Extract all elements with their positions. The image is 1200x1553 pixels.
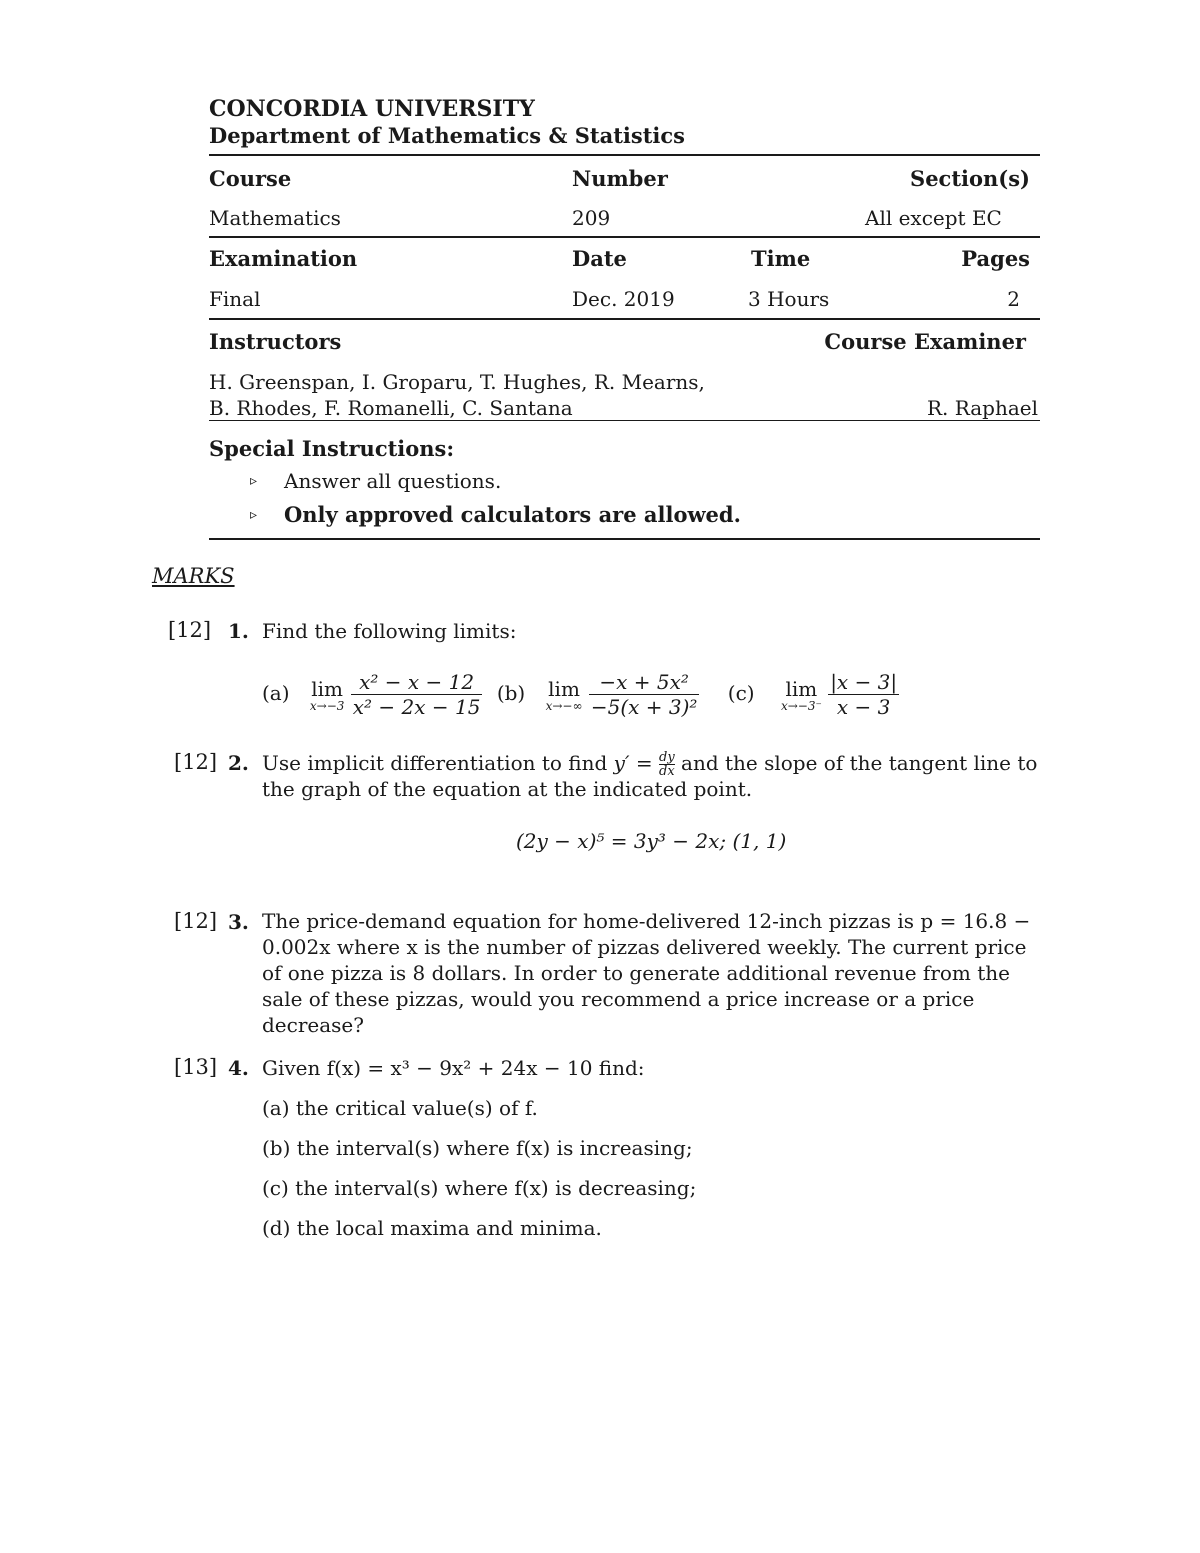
fraction-denominator: −5(x + 3)² (590, 695, 698, 719)
instructors-line-1: H. Greenspan, I. Groparu, T. Hughes, R. Mearns, (209, 370, 705, 394)
lim-text: lim (311, 676, 344, 701)
part-c-fraction (828, 670, 899, 719)
number-value: 209 (572, 206, 611, 230)
sections-value: All except EC (865, 206, 1002, 230)
instructions-rule (209, 538, 1040, 540)
time-label: Time (751, 246, 811, 271)
instruction-item-2: Only approved calculators are allowed. (284, 502, 741, 527)
fraction-denominator: x − 3 (836, 695, 891, 719)
question-4-text: Given f(x) = x³ − 9x² + 24x − 10 find: (262, 1056, 645, 1080)
dy-dx-fraction (659, 751, 675, 778)
bullet-icon: ▹ (250, 473, 258, 489)
question-2-text-after: and the slope of the tangent line to (681, 751, 1038, 775)
fraction-denominator: x² − 2x − 15 (352, 695, 481, 719)
lim-subscript: x→−3 (309, 698, 345, 713)
fraction-numerator: −x + 5x² (589, 670, 700, 695)
examination-label: Examination (209, 246, 358, 271)
examiner-label: Course Examiner (824, 329, 1026, 354)
pages-value: 2 (1007, 287, 1020, 311)
lim-subscript: x→−∞ (545, 698, 583, 713)
part-a-lim (310, 678, 345, 712)
question-2-number: 2. (228, 751, 249, 775)
special-instructions-title: Special Instructions: (209, 436, 455, 461)
number-label: Number (572, 166, 668, 191)
part-a-fraction (351, 670, 483, 719)
question-4-item-a: (a) the critical value(s) of f. (262, 1096, 538, 1120)
dx: dx (659, 764, 675, 779)
table-rule-1 (209, 236, 1040, 238)
question-1-marks: [12] (168, 618, 212, 642)
question-1-number: 1. (228, 619, 249, 643)
question-2-line-2: the graph of the equation at the indicated point. (262, 777, 753, 801)
course-label: Course (209, 166, 292, 191)
bullet-icon: ▹ (250, 507, 258, 523)
department-name: Department of Mathematics & Statistics (209, 123, 685, 148)
header-rule (209, 154, 1040, 156)
instruction-item-1: Answer all questions. (284, 469, 502, 493)
lim-text: lim (548, 676, 580, 701)
part-a-label: (a) (262, 681, 290, 705)
question-2-equation: (2y − x)⁵ = 3y³ − 2x; (1, 1) (516, 829, 787, 853)
course-value: Mathematics (209, 206, 341, 230)
part-b-lim (546, 678, 583, 712)
examiner-value: R. Raphael (926, 396, 1038, 420)
fraction-numerator: x² − x − 12 (351, 670, 483, 695)
part-c-lim (781, 678, 822, 712)
question-4-item-b: (b) the interval(s) where f(x) is increasing; (262, 1136, 693, 1160)
fraction-numerator: |x − 3| (830, 670, 898, 694)
university-name: CONCORDIA UNIVERSITY (209, 96, 535, 122)
instructors-label: Instructors (209, 329, 342, 354)
question-4-item-d: (d) the local maxima and minima. (262, 1216, 602, 1240)
y-prime: y′ = (613, 751, 653, 775)
time-value: 3 Hours (748, 287, 830, 311)
question-2-line-1 (262, 751, 1037, 778)
question-4-marks: [13] (174, 1055, 218, 1079)
question-3-number: 3. (228, 910, 249, 934)
lim-text: lim (785, 676, 818, 701)
dy: dy (659, 750, 675, 765)
question-3-text: The price-demand equation for home-delivered 12-inch pizzas is p = 16.8 − 0.002x where x is the number of pizzas delivered weekly. The current price of one pizza is 8 dollars. In order to generate additional revenue from the sale of these pizzas, would you recommend a price increase or a price decrease? (262, 909, 1031, 1037)
sections-label: Section(s) (910, 166, 1030, 191)
question-4-number: 4. (228, 1056, 249, 1080)
question-1-text: Find the following limits: (262, 619, 517, 643)
date-label: Date (572, 246, 627, 271)
table-rule-3 (209, 420, 1040, 421)
part-c-label: (c) (727, 681, 755, 705)
part-b-label: (b) (496, 681, 526, 705)
question-2-text-before: Use implicit differentiation to find (262, 751, 608, 775)
pages-label: Pages (961, 246, 1030, 271)
question-2-marks: [12] (174, 750, 218, 774)
examination-value: Final (209, 287, 261, 311)
marks-heading: MARKS (152, 564, 235, 588)
date-value: Dec. 2019 (572, 287, 675, 311)
question-3-marks: [12] (174, 909, 218, 933)
part-b-fraction (589, 670, 700, 719)
question-4-item-c: (c) the interval(s) where f(x) is decreasing; (262, 1176, 697, 1200)
question-1-limits (262, 670, 899, 719)
lim-subscript: x→−3⁻ (780, 698, 822, 713)
table-rule-2 (209, 318, 1040, 320)
instructors-line-2: B. Rhodes, F. Romanelli, C. Santana (209, 396, 573, 420)
